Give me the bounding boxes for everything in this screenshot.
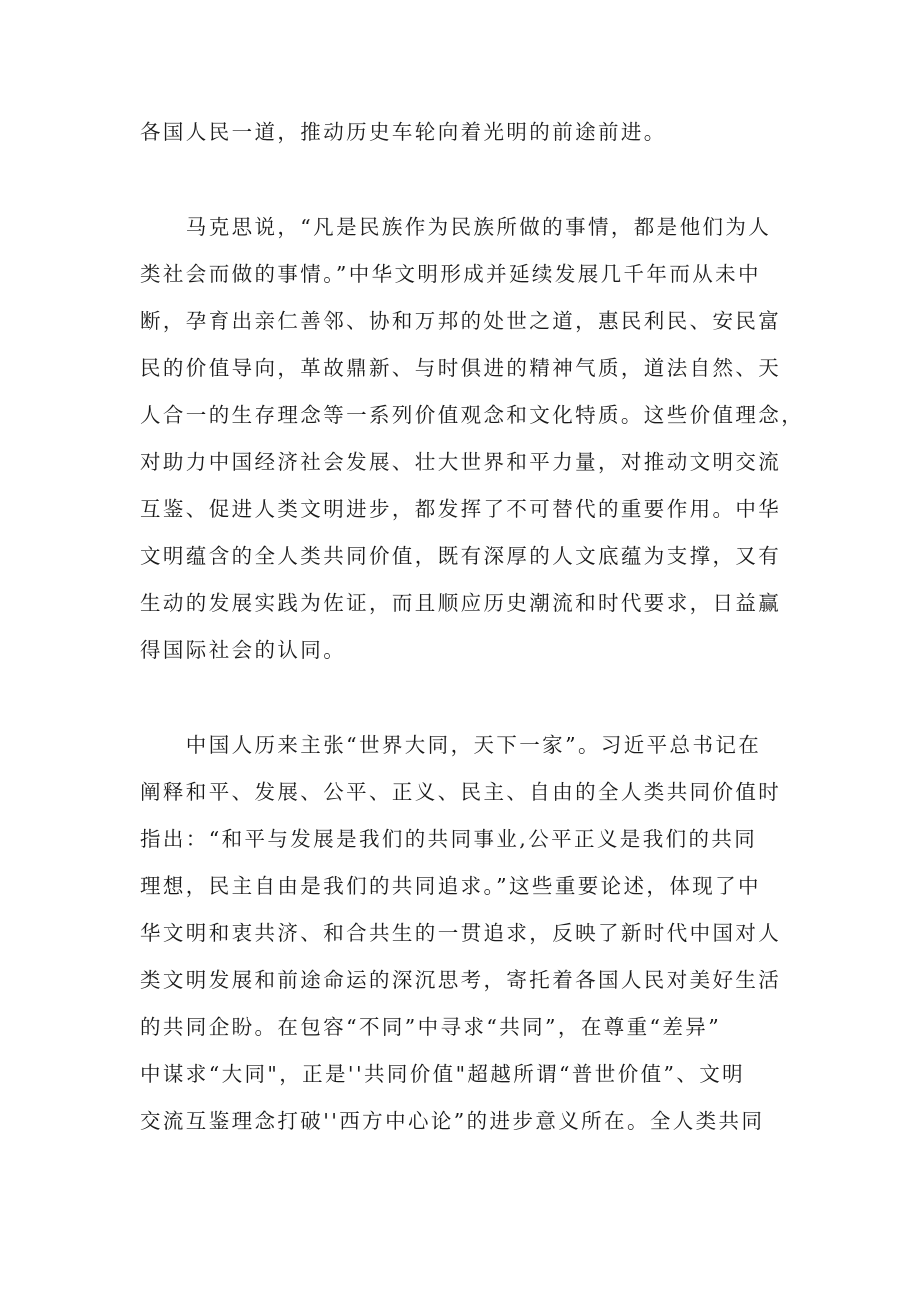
text-line: 理想，民主自由是我们的共同追求。”这些重要论述，体现了中 bbox=[140, 874, 761, 898]
text-line: 的共同企盼。在包容“不同”中寻求“共同”，在尊重“差异” bbox=[140, 1015, 722, 1039]
text-line: 中谋求“大同"，正是''共同价值"超越所谓“普世价值”、文明 bbox=[140, 1062, 746, 1086]
text-line: 马克思说，“凡是民族作为民族所做的事情，都是他们为人 bbox=[140, 215, 772, 239]
text-line: 类社会而做的事情。”中华文明形成并延续发展几千年而从未中 bbox=[140, 262, 761, 286]
text-line: 对助力中国经济社会发展、壮大世界和平力量，对推动文明交流 bbox=[140, 450, 782, 474]
text-line: 文明蕴含的全人类共同价值，既有深厚的人文底蕴为支撑，又有 bbox=[140, 544, 782, 568]
text-line: 阐释和平、发展、公平、正义、民主、自由的全人类共同价值时 bbox=[140, 780, 782, 804]
text-line: 人合一的生存理念等一系列价值观念和文化特质。这些价值理念， bbox=[140, 403, 805, 427]
text-line: 指出：“和平与发展是我们的共同事业,公平正义是我们的共同 bbox=[140, 827, 758, 851]
text-line: 断，孕育出亲仁善邻、协和万邦的处世之道，惠民利民、安民富 bbox=[140, 309, 782, 333]
text-line: 类文明发展和前途命运的深沉思考，寄托着各国人民对美好生活 bbox=[140, 968, 782, 992]
text-line: 华文明和衷共济、和合共生的一贯追求，反映了新时代中国对人 bbox=[140, 921, 782, 945]
text-line: 民的价值导向，革故鼎新、与时俱进的精神气质，道法自然、天 bbox=[140, 356, 782, 380]
text-line: 得国际社会的认同。 bbox=[140, 638, 347, 662]
text-line: 中国人历来主张“世界大同，天下一家”。习近平总书记在 bbox=[140, 733, 762, 757]
text-line: 互鉴、促进人类文明进步，都发挥了不可替代的重要作用。中华 bbox=[140, 497, 782, 521]
text-line: 生动的发展实践为佐证，而且顺应历史潮流和时代要求，日益赢 bbox=[140, 591, 782, 615]
text-line: 各国人民一道，推动历史车轮向着光明的前途前进。 bbox=[140, 120, 667, 144]
text-line: 交流互鉴理念打破''西方中心论”的进步意义所在。全人类共同 bbox=[140, 1109, 765, 1133]
